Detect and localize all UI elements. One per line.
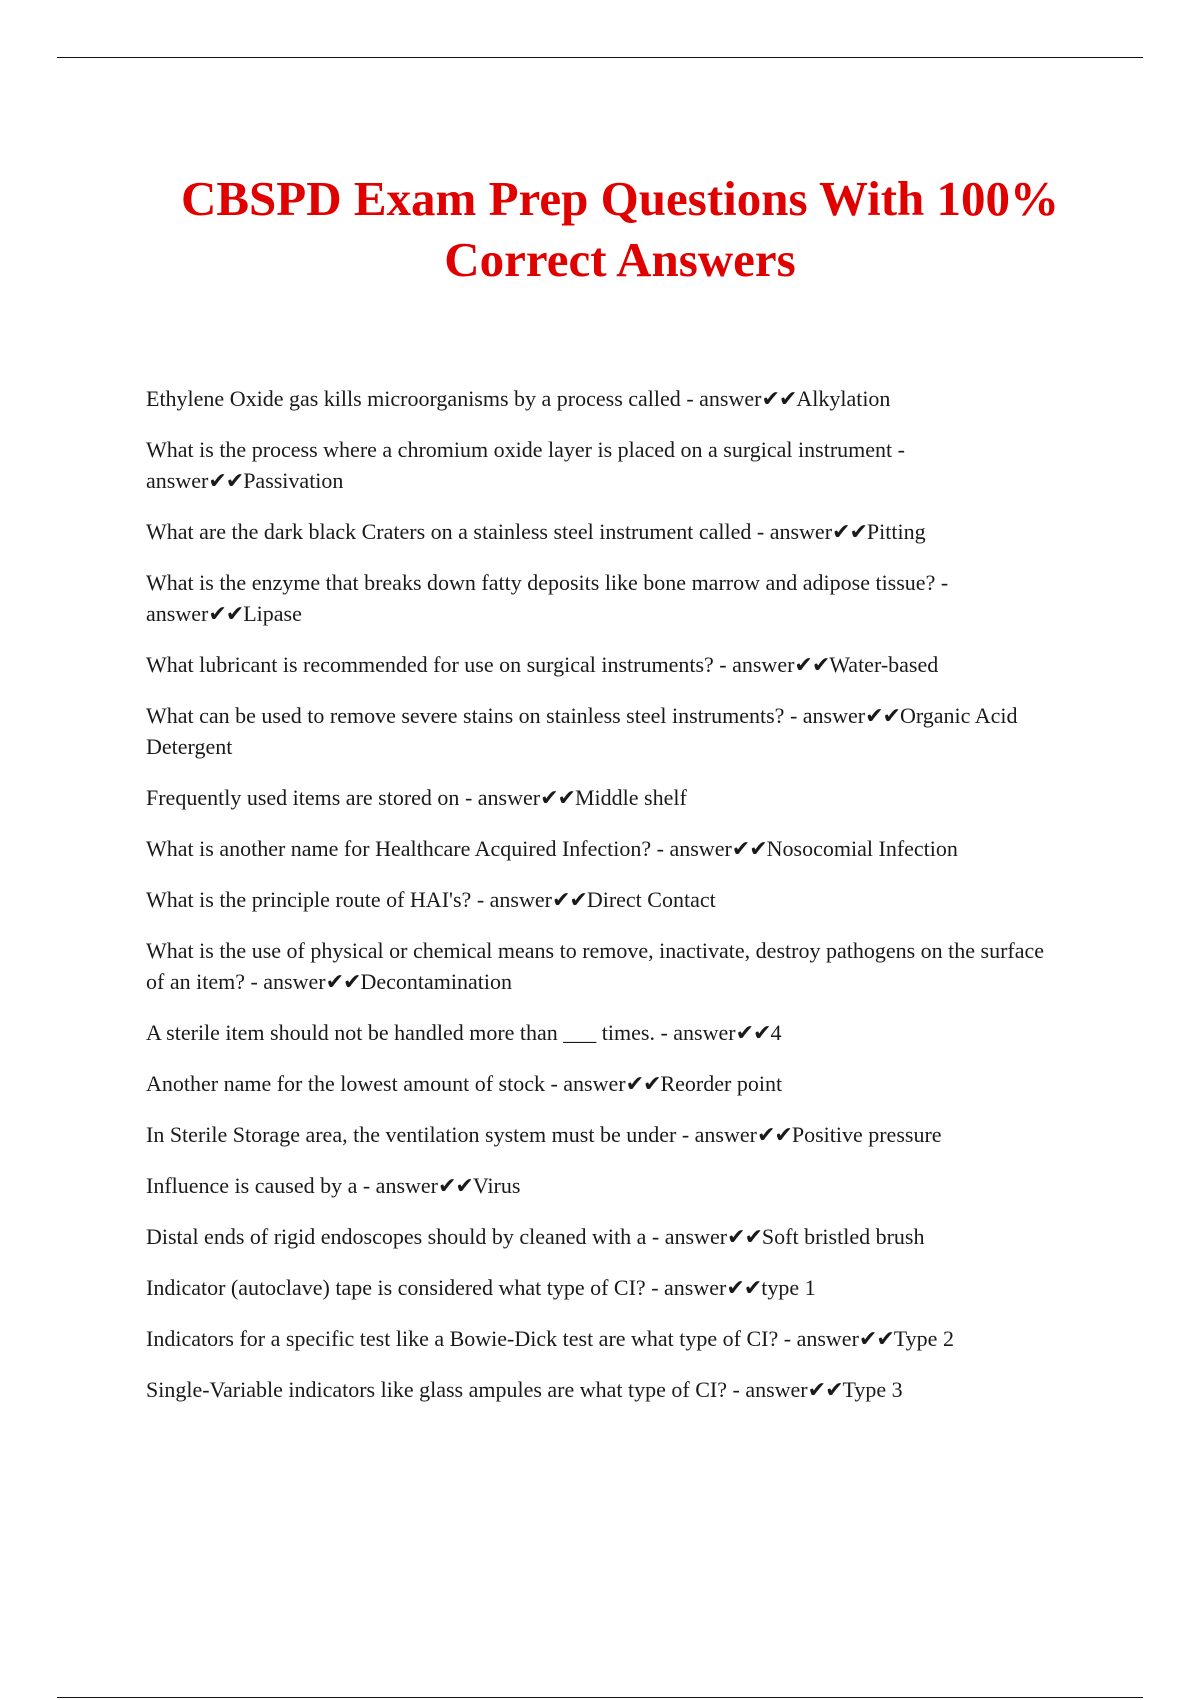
answer-separator: - answer [727,1377,808,1402]
answer-separator: - answer [459,785,541,810]
answer-separator: - answer [645,1275,727,1300]
answer-separator: - answer [680,386,762,411]
answer-separator: - answer [784,703,866,728]
qa-item [146,434,1066,496]
question-text: What is the enzyme that breaks down fatty deposits like bone marrow and adipose tissue? [146,570,936,595]
answer-text: Passivation [243,468,344,493]
question-text: Frequently used items are stored on [146,785,460,810]
question-text: What is the principle route of HAI's? [146,887,472,912]
answer-separator: - answer [146,437,905,493]
page-title [100,168,1140,290]
answer-separator: - answer [146,570,949,626]
title-line-1: CBSPD Exam Prep Questions With 100% [180,171,1060,226]
answer-text: Direct Contact [586,887,716,912]
answer-text: type 1 [761,1275,816,1300]
answer-text: Virus [472,1173,521,1198]
answer-separator: - answer [751,519,833,544]
double-check-icon: ✔✔ [858,1326,894,1351]
question-text: What can be used to remove severe stains on stainless steel instruments? [146,703,785,728]
qa-item [146,383,1066,414]
answer-separator: - answer [654,1020,736,1045]
qa-item [146,567,1066,629]
double-check-icon: ✔✔ [726,1275,762,1300]
question-text: Another name for the lowest amount of stock [146,1071,545,1096]
double-check-icon: ✔✔ [794,652,830,677]
answer-text: Water-based [829,652,939,677]
qa-item [146,1068,1066,1099]
question-text: Ethylene Oxide gas kills microorganisms by a process called [146,386,681,411]
answer-separator: - answer [471,887,552,912]
answer-text: Type 3 [842,1377,903,1402]
answer-separator: - answer [357,1173,438,1198]
double-check-icon: ✔✔ [625,1071,661,1096]
double-check-icon: ✔✔ [832,519,867,544]
qa-item [146,700,1066,762]
question-text: What is another name for Healthcare Acquired Infection? [146,836,652,861]
question-text: What lubricant is recommended for use on surgical instruments? [146,652,714,677]
answer-text: Lipase [243,601,302,626]
answer-separator: - answer [544,1071,626,1096]
bottom-rule [57,1697,1143,1698]
question-text: A sterile item should not be handled more than ___ times. [146,1020,655,1045]
double-check-icon: ✔✔ [540,785,575,810]
answer-text: Nosocomial Infection [766,836,958,861]
answer-separator: - answer [244,969,326,994]
double-check-icon: ✔✔ [438,1173,473,1198]
answer-text: Soft bristled brush [761,1224,925,1249]
qa-item [146,1221,1066,1252]
double-check-icon: ✔✔ [325,969,361,994]
title-line-2: Correct Answers [444,232,796,287]
answer-text: Type 2 [893,1326,954,1351]
question-text: In Sterile Storage area, the ventilation system must be under [146,1122,677,1147]
answer-text: Reorder point [660,1071,783,1096]
double-check-icon: ✔✔ [761,386,797,411]
qa-item [146,935,1066,997]
double-check-icon: ✔✔ [727,1224,762,1249]
double-check-icon: ✔✔ [807,1377,843,1402]
question-text: What is the use of physical or chemical means to remove, inactivate, destroy pathogens on the surface of an item? [146,938,1045,994]
question-text: Indicators for a specific test like a Bowie-Dick test are what type of CI? [146,1326,779,1351]
qa-item [146,1272,1066,1303]
top-rule [57,57,1143,58]
qa-item [146,884,1066,915]
answer-text: 4 [770,1020,782,1045]
answer-separator: - answer [646,1224,728,1249]
question-text: Influence is caused by a [146,1173,358,1198]
double-check-icon: ✔✔ [208,468,244,493]
qa-item [146,1323,1066,1354]
answer-separator: - answer [651,836,732,861]
answer-text: Positive pressure [791,1122,942,1147]
qa-item [146,1170,1066,1201]
question-text: What are the dark black Craters on a stainless steel instrument called [146,519,752,544]
double-check-icon: ✔✔ [865,703,900,728]
answer-separator: - answer [778,1326,859,1351]
answer-separator: - answer [713,652,795,677]
double-check-icon: ✔✔ [735,1020,771,1045]
double-check-icon: ✔✔ [756,1122,792,1147]
answer-text: Pitting [866,519,926,544]
qa-item [146,649,1066,680]
answer-text: Organic Acid Detergent [146,703,1018,759]
qa-item [146,833,1066,864]
answer-text: Alkylation [796,386,891,411]
answer-text: Middle shelf [574,785,687,810]
qa-item [146,516,1066,547]
question-list [146,383,1066,1425]
double-check-icon: ✔✔ [551,887,587,912]
answer-separator: - answer [676,1122,757,1147]
qa-item [146,1017,1066,1048]
qa-item [146,1119,1066,1150]
question-text: What is the process where a chromium oxide layer is placed on a surgical instrument [146,437,893,462]
double-check-icon: ✔✔ [731,836,767,861]
question-text: Indicator (autoclave) tape is considered what type of CI? [146,1275,646,1300]
qa-item [146,782,1066,813]
qa-item [146,1374,1066,1405]
question-text: Distal ends of rigid endoscopes should by cleaned with a [146,1224,647,1249]
question-text: Single-Variable indicators like glass ampules are what type of CI? [146,1377,727,1402]
answer-text: Decontamination [360,969,512,994]
double-check-icon: ✔✔ [208,601,244,626]
